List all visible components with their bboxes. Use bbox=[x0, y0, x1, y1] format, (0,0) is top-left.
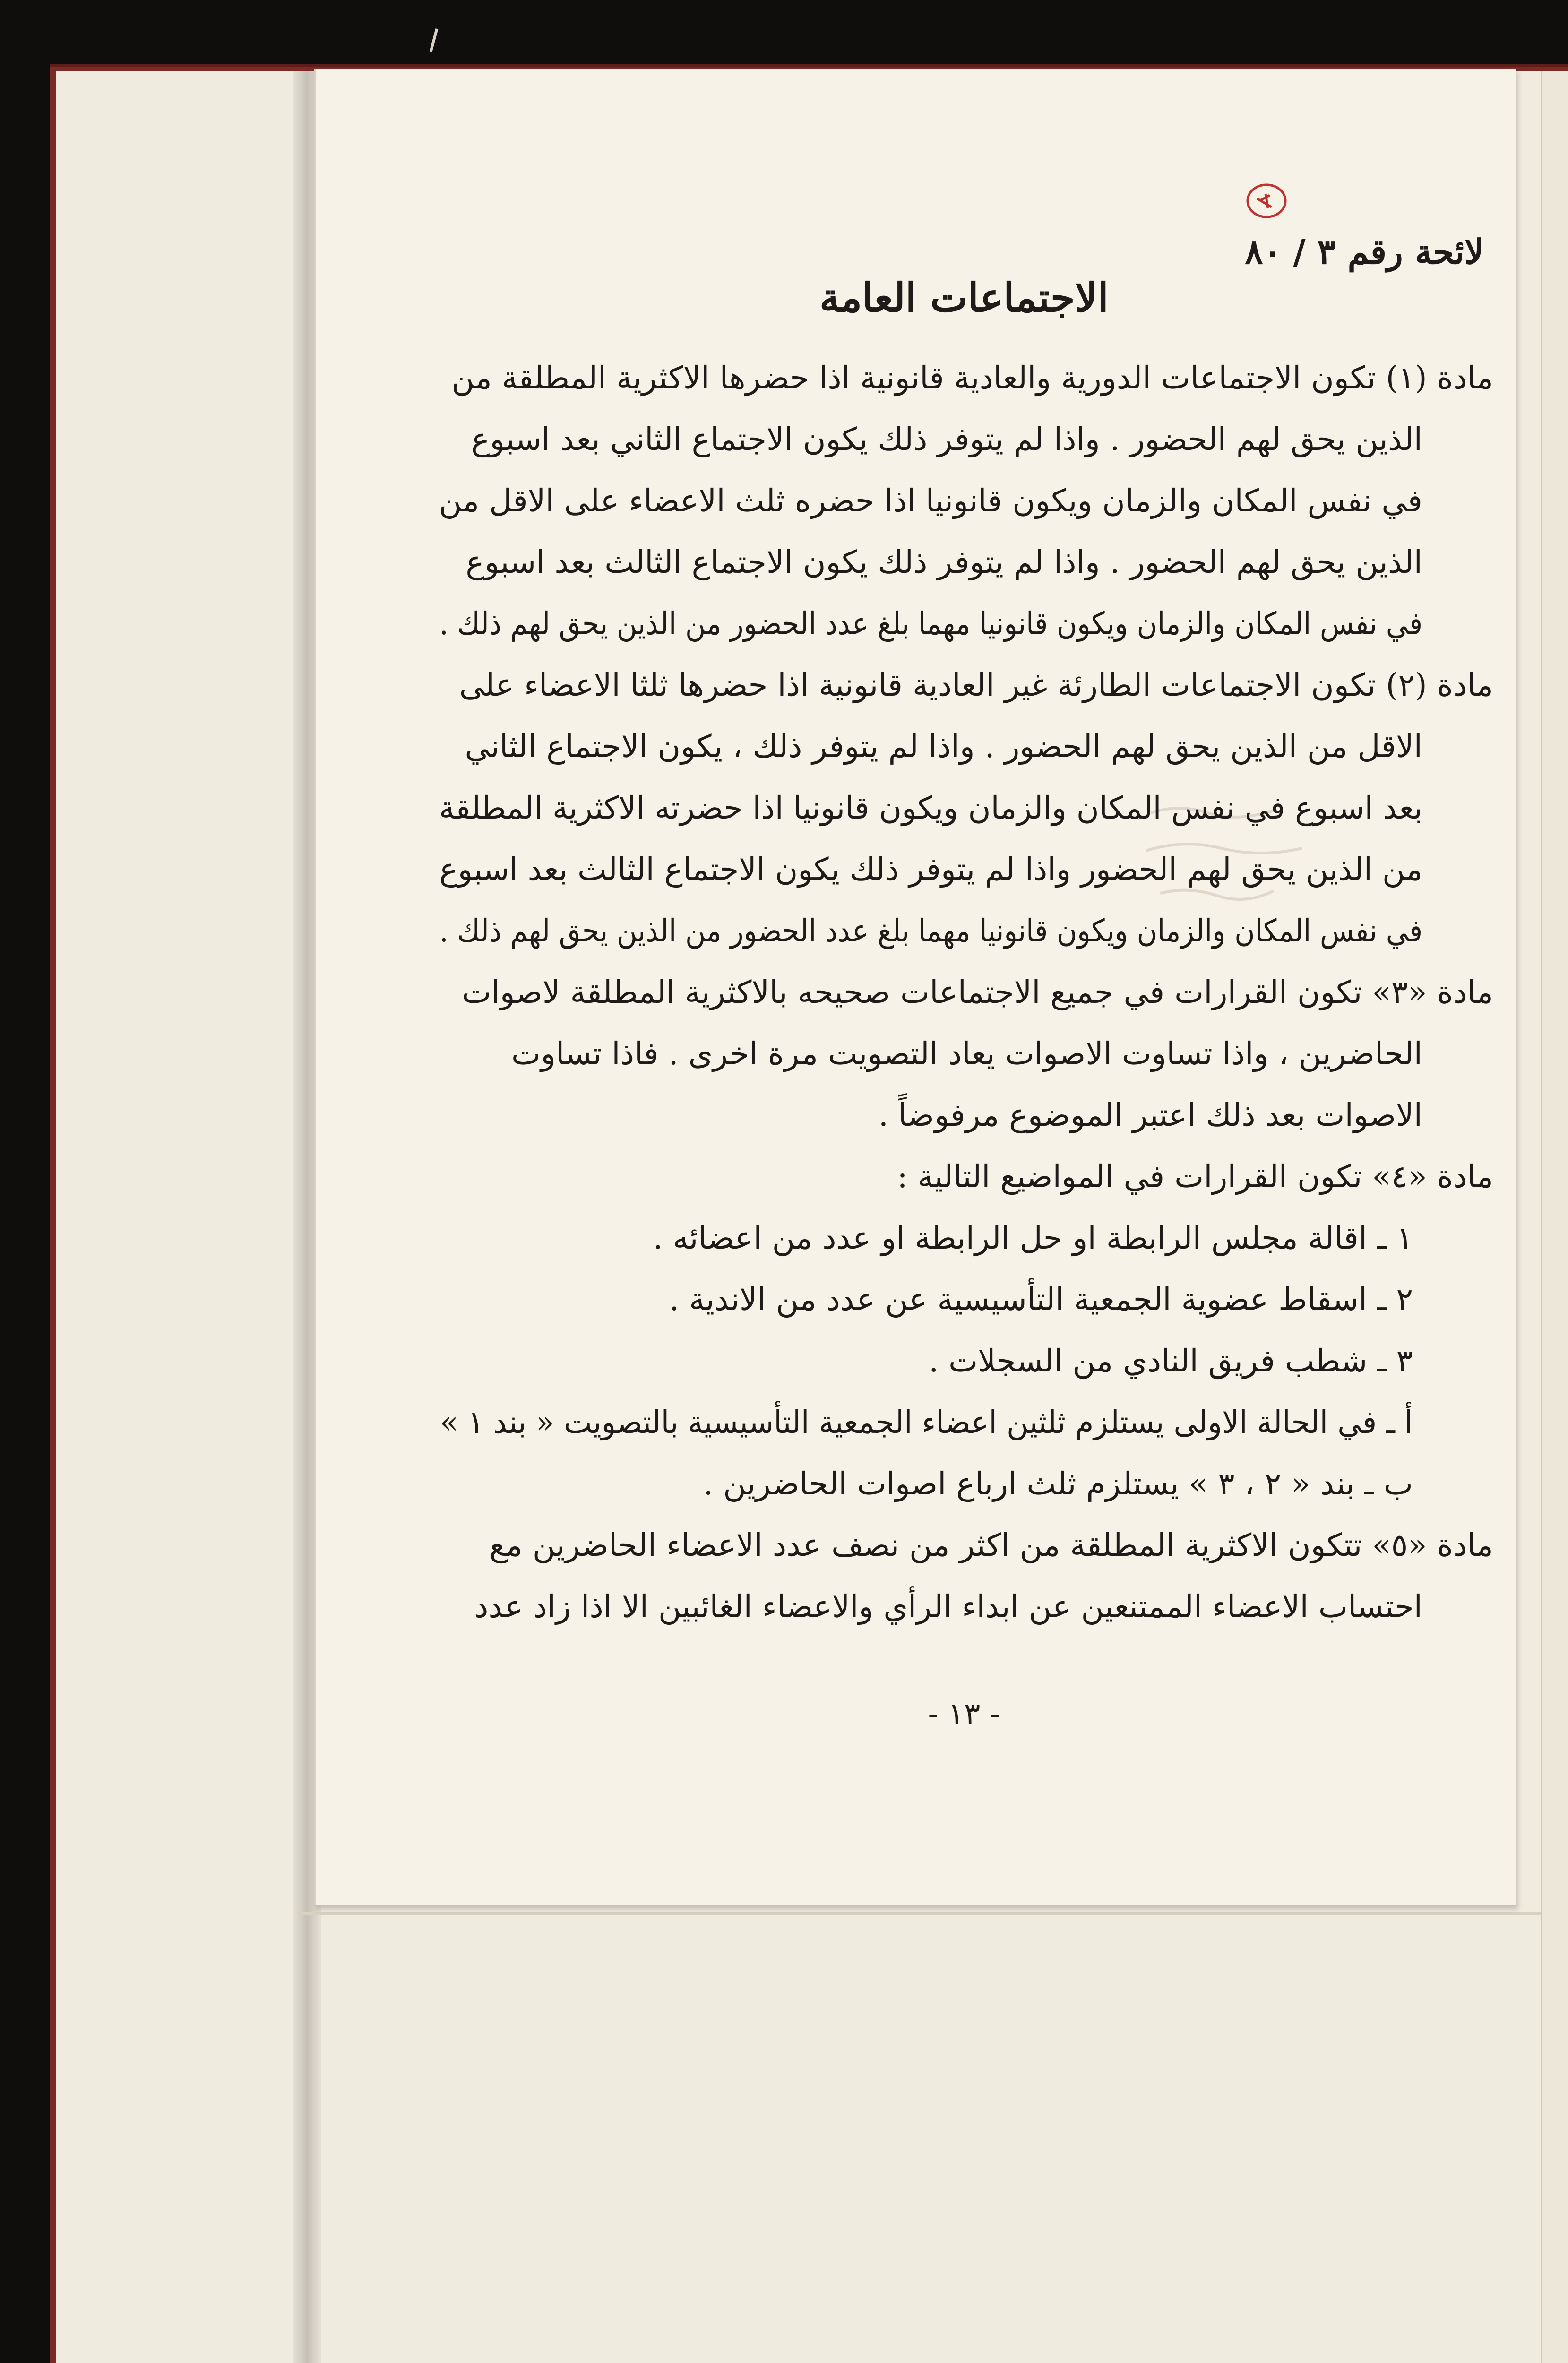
body-line: مادة «٣» تكون القرارات في جميع الاجتماعات صحيحه بالاكثرية المطلقة لاصوات bbox=[462, 974, 1493, 1010]
list-item: ٣ ـ شطب فريق النادي من السجلات . bbox=[929, 1343, 1413, 1379]
body-line: احتساب الاعضاء الممتنعين عن ابداء الرأي والاعضاء الغائبين الا اذا زاد عدد bbox=[474, 1588, 1422, 1625]
body-line: الذين يحق لهم الحضور . واذا لم يتوفر ذلك يكون الاجتماع الثالث بعد اسبوع bbox=[465, 544, 1422, 580]
body-line: الاصوات بعد ذلك اعتبر الموضوع مرفوضاً . bbox=[878, 1097, 1422, 1133]
scan-mark bbox=[430, 28, 439, 52]
body-line: مادة (١) تكون الاجتماعات الدورية والعادية قانونية اذا حضرها الاكثرية المطلقة من bbox=[451, 360, 1493, 396]
list-item: ب ـ بند « ٢ ، ٣ » يستلزم ثلث ارباع اصوات الحاضرين . bbox=[703, 1466, 1413, 1502]
list-item: ١ ـ اقالة مجلس الرابطة او حل الرابطة او عدد من اعضائه . bbox=[653, 1220, 1413, 1256]
body-line: في نفس المكان والزمان ويكون قانونيا اذا حضره ثلث الاعضاء على الاقل من bbox=[439, 483, 1422, 519]
body-line: من الذين يحق لهم الحضور واذا لم يتوفر ذلك يكون الاجتماع الثالث بعد اسبوع bbox=[439, 851, 1422, 888]
next-page-edge bbox=[1541, 71, 1568, 2363]
body-line: الاقل من الذين يحق لهم الحضور . واذا لم يتوفر ذلك ، يكون الاجتماع الثاني bbox=[465, 728, 1422, 765]
page-number: - ١٣ - bbox=[928, 1697, 1000, 1732]
regulation-number: لائحة رقم ٣ / ٨٠ bbox=[1245, 232, 1484, 272]
list-item: أ ـ في الحالة الاولى يستلزم ثلثين اعضاء الجمعية التأسيسية بالتصويت « بند ١ » bbox=[440, 1404, 1413, 1440]
body-line: بعد اسبوع في نفس المكان والزمان ويكون قانونيا اذا حضرته الاكثرية المطلقة bbox=[439, 790, 1422, 826]
page-underlay-edge bbox=[298, 1912, 1541, 1915]
body-line: الذين يحق لهم الحضور . واذا لم يتوفر ذلك يكون الاجتماع الثاني بعد اسبوع bbox=[471, 421, 1422, 457]
document-body bbox=[435, 180, 1493, 1763]
document-title: الاجتماعات العامة bbox=[819, 274, 1109, 321]
body-line: في نفس المكان والزمان ويكون قانونيا مهما بلغ عدد الحضور من الذين يحق لهم ذلك . bbox=[439, 605, 1422, 642]
body-line: مادة «٥» تتكون الاكثرية المطلقة من اكثر من نصف عدد الاعضاء الحاضرين مع bbox=[489, 1527, 1493, 1563]
list-item: ٢ ـ اسقاط عضوية الجمعية التأسيسية عن عدد من الاندية . bbox=[669, 1281, 1413, 1318]
body-line: مادة (٢) تكون الاجتماعات الطارئة غير العادية قانونية اذا حضرها ثلثا الاعضاء على bbox=[459, 667, 1493, 703]
red-circle-annotation-icon bbox=[1243, 180, 1290, 222]
body-line: الحاضرين ، واذا تساوت الاصوات يعاد التصويت مرة اخرى . فاذا تساوت bbox=[511, 1035, 1422, 1072]
body-line: في نفس المكان والزمان ويكون قانونيا مهما بلغ عدد الحضور من الذين يحق لهم ذلك . bbox=[439, 913, 1422, 949]
body-line: مادة «٤» تكون القرارات في المواضيع التالية : bbox=[897, 1158, 1493, 1195]
